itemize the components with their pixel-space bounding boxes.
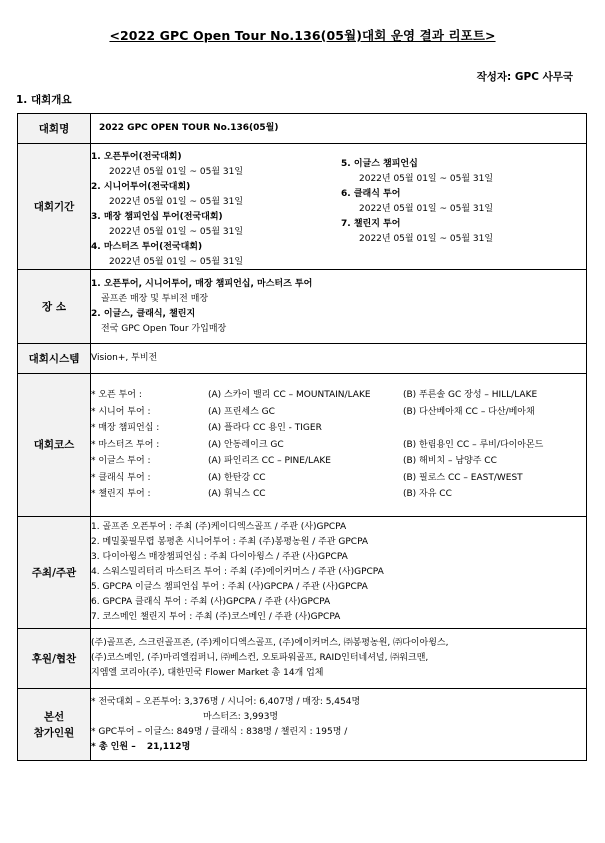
value-name: 2022 GPC OPEN TOUR No.136(05월) (91, 114, 587, 144)
course-row (91, 387, 586, 404)
period-item-date: 2022년 05월 01일 ~ 05월 31일 (359, 233, 494, 244)
course-a: (A) 프린세스 GC (208, 406, 275, 417)
course-b: (B) 자유 CC (403, 489, 452, 500)
period-left-column (91, 150, 243, 270)
course-row (91, 453, 586, 470)
period-item-date: 2022년 05월 01일 ~ 05월 31일 (359, 203, 494, 214)
course-b: (B) 다산베아채 CC – 다산/베아채 (403, 406, 535, 417)
participants-line2: 마스터즈: 3,993명 (203, 711, 279, 722)
period-item-date: 2022년 05월 01일 ~ 05월 31일 (359, 173, 494, 184)
course-row (91, 486, 586, 503)
host-item: 4. 스워스밀리터리 마스터즈 투어 : 주최 (주)에이커머스 / 주관 (사)GPCPA (91, 567, 384, 577)
participants-line3: * GPC투어 – 이글스: 849명 / 클래식 : 838명 / 챌린지 : 195명 / (91, 726, 348, 737)
value-system: Vision+, 투비전 (91, 344, 587, 374)
course-b: (B) 필로스 CC – EAST/WEST (403, 472, 523, 483)
course-a: (A) 한탄강 CC (208, 472, 266, 483)
course-b: (B) 한림용인 CC – 루비/다이아몬드 (403, 439, 544, 450)
participants-total (91, 740, 586, 755)
course-tour: * 클래식 투어 : (91, 472, 151, 483)
period-item-title: 1. 오픈투어(전국대회) (91, 151, 182, 162)
value-venue (91, 270, 587, 344)
period-item-date: 2022년 05월 01일 ~ 05월 31일 (109, 256, 244, 267)
host-item: 2. 메밀꽃필무렵 봉평촌 시니어투어 : 주최 (주)봉평농원 / 주관 GPCPA (91, 537, 369, 547)
course-row (91, 437, 586, 454)
period-item-title: 5. 이글스 챔피언십 (341, 158, 418, 169)
section-heading: 1. 대회개요 (16, 94, 72, 106)
course-tour: * 매장 챔피언십 : (91, 423, 160, 434)
label-venue: 장 소 (18, 270, 91, 344)
venue-item-title: 1. 오픈투어, 시니어투어, 매장 챔피언십, 마스터즈 투어 (91, 278, 313, 289)
host-item: 6. GPCPA 클래식 투어 : 주최 (사)GPCPA / 주관 (사)GPCPA (91, 597, 331, 607)
course-a: (A) 휘닉스 CC (208, 489, 266, 500)
period-item-date: 2022년 05월 01일 ~ 05월 31일 (109, 196, 244, 207)
sponsor-line: (주)골프존, 스크린골프존, (주)케이디엑스골프, (주)에이커머스, ㈜봉평농원, ㈜다이아윙스, (91, 638, 449, 648)
row-system (18, 344, 587, 374)
period-item-title: 7. 챌린지 투어 (341, 218, 401, 229)
row-host (18, 517, 587, 629)
author-line: 작성자: GPC 사무국 (476, 71, 573, 83)
participants-total-label: * 총 인원 – (91, 741, 136, 752)
row-period (18, 144, 587, 270)
host-item: 5. GPCPA 이글스 챔피언십 투어 : 주최 (사)GPCPA / 주관 (사)GPCPA (91, 582, 368, 592)
course-a: (A) 플라다 CC 용인 - TIGER (208, 423, 322, 434)
course-tour: * 챌린지 투어 : (91, 489, 151, 500)
venue-item-title: 2. 이글스, 클래식, 챌린지 (91, 308, 196, 319)
value-sponsor (91, 629, 587, 689)
label-course: 대회코스 (18, 374, 91, 517)
participants-total-value: 21,112명 (146, 741, 191, 752)
page-title: <2022 GPC Open Tour No.136(05월)대회 운영 결과 리포트> (109, 28, 496, 43)
course-a: (A) 안동레이크 GC (208, 439, 284, 450)
period-item-date: 2022년 05월 01일 ~ 05월 31일 (109, 226, 244, 237)
label-period: 대회기간 (18, 144, 91, 270)
row-participants (18, 689, 587, 761)
overview-table (17, 113, 587, 761)
course-row (91, 420, 586, 437)
label-system: 대회시스템 (18, 344, 91, 374)
course-a: (A) 스카이 밸리 CC – MOUNTAIN/LAKE (208, 389, 371, 400)
value-host (91, 517, 587, 629)
course-tour: * 오픈 투어 : (91, 389, 142, 400)
period-item-title: 6. 클래식 투어 (341, 188, 401, 199)
row-name (18, 114, 587, 144)
period-item-title: 2. 시니어투어(전국대회) (91, 181, 191, 192)
row-venue (18, 270, 587, 344)
venue-item-desc: 골프존 매장 및 투비전 매장 (101, 293, 209, 304)
course-b: (B) 푸른솔 GC 장성 – HILL/LAKE (403, 389, 538, 400)
sponsor-line: 지엠엘 코리아(주), 대한민국 Flower Market 총 14개 업체 (91, 668, 324, 678)
label-sponsor: 후원/협찬 (18, 629, 91, 689)
label-participants-line1: 본선 (43, 710, 65, 723)
period-right-column (341, 157, 493, 247)
host-item: 7. 코스메인 챌린지 투어 : 주최 (주)코스메인 / 주관 (사)GPCPA (91, 612, 341, 622)
course-tour: * 시니어 투어 : (91, 406, 151, 417)
period-item-title: 3. 매장 챔피언십 투어(전국대회) (91, 211, 223, 222)
label-name: 대회명 (18, 114, 91, 144)
period-item-title: 4. 마스터즈 투어(전국대회) (91, 241, 203, 252)
row-course (18, 374, 587, 517)
course-row (91, 470, 586, 487)
row-sponsor (18, 629, 587, 689)
label-participants-line2: 참가인원 (33, 726, 75, 739)
host-item: 3. 다이아윙스 매장챔피언십 : 주최 다이아윙스 / 주관 (사)GPCPA (91, 552, 348, 562)
course-row (91, 404, 586, 421)
participants-line1: * 전국대회 – 오픈투어: 3,376명 / 시니어: 6,407명 / 매장: 5,454명 (91, 696, 361, 707)
sponsor-line: (주)코스메인, (주)마리엘컴퍼니, ㈜베스컨, 오토파워골프, RAID인터네셔널, ㈜워크맨, (91, 653, 429, 663)
label-host: 주최/주관 (18, 517, 91, 629)
course-tour: * 이글스 투어 : (91, 456, 151, 467)
value-course (91, 374, 587, 517)
value-participants (91, 689, 587, 761)
period-item-date: 2022년 05월 01일 ~ 05월 31일 (109, 166, 244, 177)
course-b: (B) 해비치 – 남양주 CC (403, 456, 497, 467)
value-period (91, 144, 587, 270)
venue-item-desc: 전국 GPC Open Tour 가입매장 (101, 323, 227, 334)
host-item: 1. 골프존 오픈투어 : 주최 (주)케이디엑스골프 / 주관 (사)GPCPA (91, 522, 347, 532)
label-participants (18, 689, 91, 761)
course-tour: * 마스터즈 투어 : (91, 439, 160, 450)
course-a: (A) 파인리즈 CC – PINE/LAKE (208, 456, 331, 467)
